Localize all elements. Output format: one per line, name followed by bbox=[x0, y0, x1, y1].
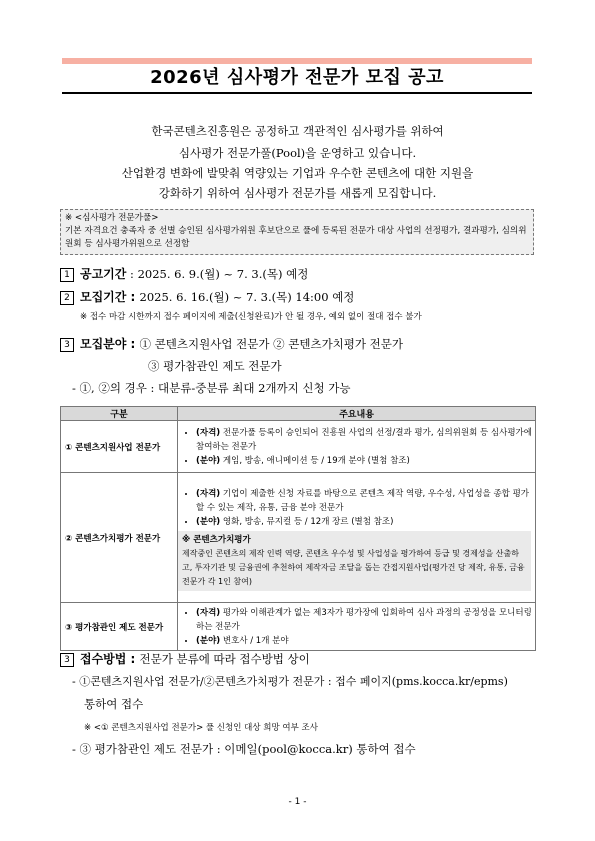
method-line-1: - ①콘텐츠지원사업 전문가/②콘텐츠가치평가 전문가 : 접수 페이지(pms.kocca.kr/epms) bbox=[72, 675, 508, 688]
intro-line-3: 산업환경 변화에 발맞춰 역량있는 기업과 우수한 콘텐츠에 대한 지원을 bbox=[121, 166, 474, 180]
table-row bbox=[61, 473, 536, 603]
section-label: 공고기간 bbox=[80, 267, 127, 281]
section-number: 3 bbox=[60, 338, 74, 352]
section-recruit-period: 2 모집기간 : 2025. 6. 16.(월) ~ 7. 3.(목) 14:00 예정 bbox=[60, 290, 354, 305]
value-assessment-note: ※ 콘텐츠가치평가 제작중인 콘텐츠의 제작 인력 역량, 콘텐츠 우수성 및 사업성을 평가하여 등급 및 경제성을 산출하고, 투자기관 및 금융권에 추천하여 제작자금 조달을 돕는 간접지원사업(평가건 당 제작, 유통, 금융 전문가 각 1인 참여) bbox=[178, 531, 531, 591]
list-item: • (분야) 변호사 / 1개 분야 bbox=[196, 634, 535, 648]
section-value: ① 콘텐츠지원사업 전문가 ② 콘텐츠가치평가 전문가 bbox=[139, 337, 403, 351]
section-label: 모집기간 bbox=[80, 290, 127, 304]
list-item: • (자격) 평가와 이해관계가 없는 제3자가 평가장에 입회하여 심사 과정의 공정성을 모니터링하는 전문가 bbox=[196, 606, 535, 634]
intro-line-1: 한국콘텐츠진흥원은 공정하고 객관적인 심사평가를 위하여 bbox=[151, 124, 444, 138]
pool-note-box bbox=[60, 209, 534, 255]
section-value: 2025. 6. 16.(월) ~ 7. 3.(목) 14:00 예정 bbox=[139, 290, 355, 304]
intro-line-2: 심사평가 전문가풀(Pool)을 운영하고 있습니다. bbox=[178, 146, 417, 160]
intro-line-4: 강화하기 위하여 심사평가 전문가를 새롭게 모집합니다. bbox=[158, 186, 437, 200]
row-category: ① 콘텐츠지원사업 전문가 bbox=[61, 421, 178, 473]
section-number: 3 bbox=[60, 653, 74, 667]
list-item: • (분야) 영화, 방송, 뮤지컬 등 / 12개 장르 (별첨 참조) bbox=[196, 515, 535, 529]
method-line-2: 통하여 접수 bbox=[84, 697, 144, 711]
section-value: 전문가 분류에 따라 접수방법 상이 bbox=[139, 652, 310, 666]
fields-sub-note: - ①, ②의 경우 : 대분류-중분류 최대 2개까지 신청 가능 bbox=[72, 381, 351, 395]
section-label: 접수방법 bbox=[80, 652, 127, 666]
table-row bbox=[61, 421, 536, 473]
page-number: - 1 - bbox=[288, 797, 307, 807]
page-title: 2026년 심사평가 전문가 모집 공고 bbox=[150, 67, 444, 88]
method-note: ※ <① 콘텐츠지원사업 전문가> 풀 신청인 대상 희망 여부 조사 bbox=[84, 723, 318, 733]
pool-note-heading: ※ <심사평가 전문가풀> bbox=[65, 213, 159, 223]
row-category: ② 콘텐츠가치평가 전문가 bbox=[61, 473, 178, 603]
list-item: • (자격) 전문가풀 등록이 승인되어 진흥원 사업의 선정/결과 평가, 심의위원회 등 심사평가에 참여하는 전문가 bbox=[196, 426, 535, 454]
table-row bbox=[61, 603, 536, 651]
section-notice-period: 1 공고기간 : 2025. 6. 9.(월) ~ 7. 3.(목) 예정 bbox=[60, 267, 308, 282]
table-header-content: 주요내용 bbox=[178, 407, 536, 421]
section-application-method: 3 접수방법 : 전문가 분류에 따라 접수방법 상이 bbox=[60, 652, 310, 667]
table-header-category: 구분 bbox=[61, 407, 178, 421]
list-item: • (분야) 게임, 방송, 애니메이션 등 / 19개 분야 (별첨 참조) bbox=[196, 454, 535, 468]
section-value: 2025. 6. 9.(월) ~ 7. 3.(목) 예정 bbox=[137, 267, 309, 281]
fields-line-2: ③ 평가참관인 제도 전문가 bbox=[148, 359, 282, 373]
expert-category-table bbox=[60, 406, 536, 651]
section-label: 모집분야 bbox=[80, 337, 127, 351]
pool-note-body: 기본 자격요건 충족자 중 선별 승인된 심사평가위원 후보단으로 풀에 등록된 전문가 대상 사업의 선정평가, 결과평가, 심의위원회 등 심사평가위원으로 선정함 bbox=[65, 226, 527, 249]
method-line-3: - ③ 평가참관인 제도 전문가 : 이메일(pool@kocca.kr) 통하여 접수 bbox=[72, 742, 416, 756]
list-item: • (자격) 기업이 제출한 신청 자료를 바탕으로 콘텐츠 제작 역량, 우수성, 사업성을 종합 평가할 수 있는 제작, 유통, 금융 분야 전문가 bbox=[196, 487, 535, 515]
section-number: 1 bbox=[60, 268, 74, 282]
row-category: ③ 평가참관인 제도 전문가 bbox=[61, 603, 178, 651]
deadline-note: ※ 접수 마감 시한까지 접수 페이지에 제출(신청완료)가 안 될 경우, 예외 없이 절대 접수 불가 bbox=[80, 312, 422, 322]
title-underline bbox=[62, 92, 532, 94]
section-number: 2 bbox=[60, 291, 74, 305]
section-recruit-fields: 3 모집분야 : ① 콘텐츠지원사업 전문가 ② 콘텐츠가치평가 전문가 bbox=[60, 337, 403, 352]
table-header-row bbox=[61, 407, 536, 421]
